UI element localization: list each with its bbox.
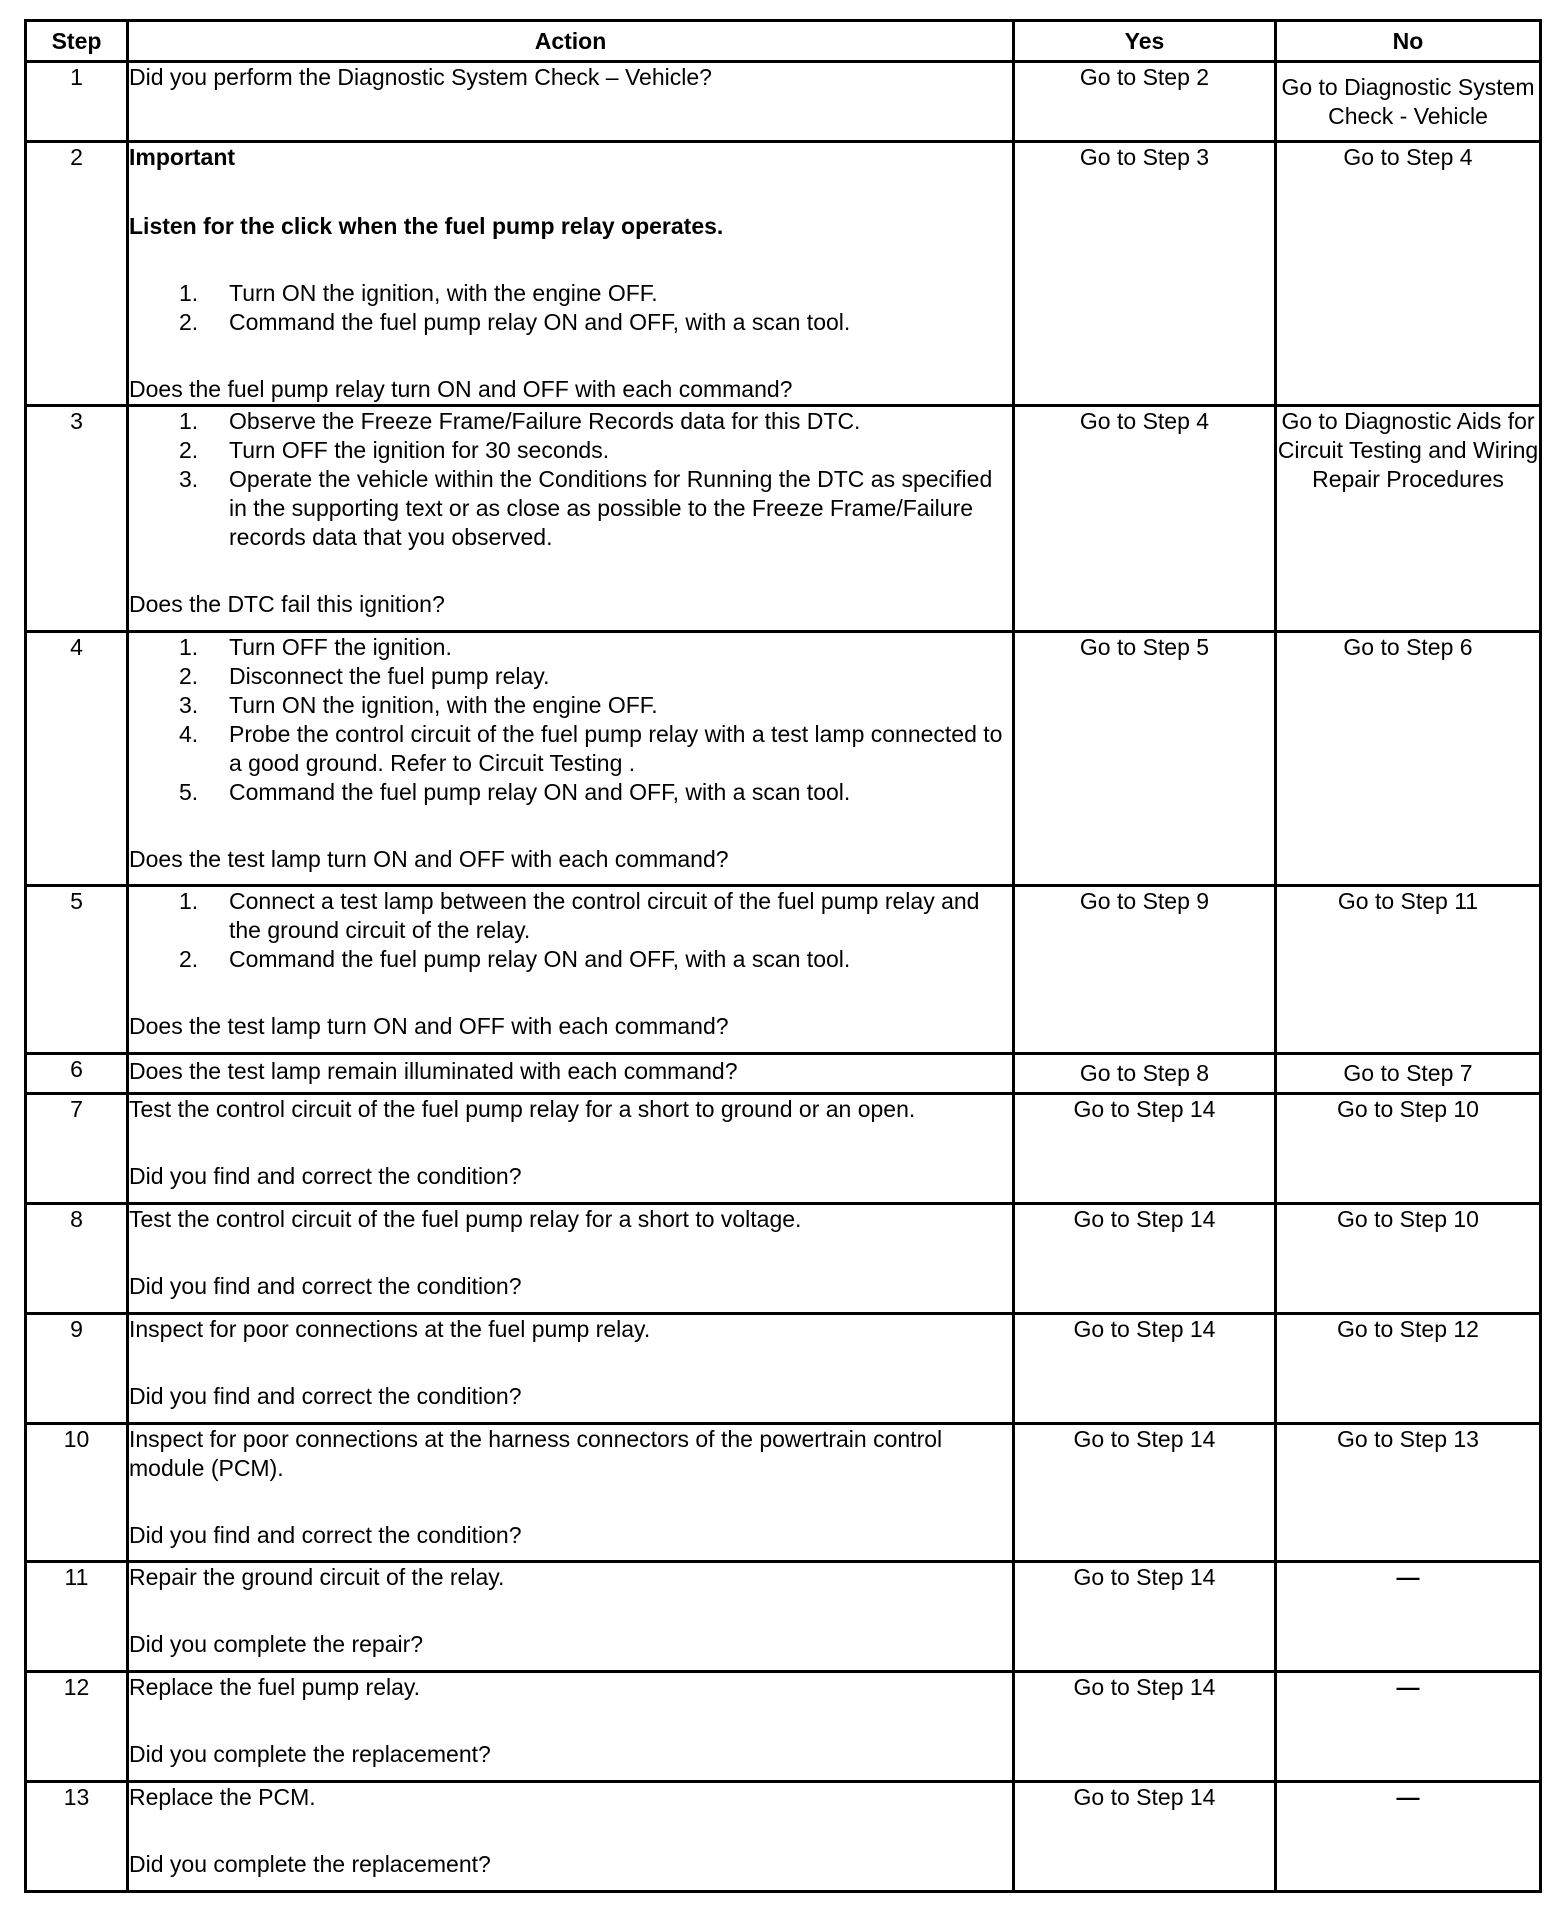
table-row bbox=[26, 1204, 1541, 1314]
header-action: Action bbox=[128, 21, 1014, 62]
step-number: 1 bbox=[26, 62, 128, 142]
step-number: 5 bbox=[26, 886, 128, 1054]
instruction-text: Repair the ground circuit of the relay. bbox=[129, 1564, 505, 1590]
yes-cell: Go to Step 4 bbox=[1014, 406, 1276, 632]
yes-cell: Go to Step 14 bbox=[1014, 1204, 1276, 1314]
action-cell bbox=[128, 62, 1014, 142]
list-item: 2. Command the fuel pump relay ON and OFF, with a scan tool. bbox=[179, 309, 851, 335]
instruction-text: Test the control circuit of the fuel pump relay for a short to ground or an open. bbox=[129, 1096, 916, 1122]
question-text: Does the test lamp turn ON and OFF with each command? bbox=[129, 846, 729, 872]
list-item: 2. Turn OFF the ignition for 30 seconds. bbox=[179, 437, 610, 463]
step-number: 13 bbox=[26, 1782, 128, 1892]
instruction-text: Inspect for poor connections at the fuel pump relay. bbox=[129, 1316, 651, 1342]
action-cell bbox=[128, 1424, 1014, 1562]
action-cell bbox=[128, 1204, 1014, 1314]
no-cell: Go to Step 10 bbox=[1276, 1094, 1541, 1204]
no-cell: Go to Diagnostic Aids for Circuit Testing and Wiring Repair Procedures bbox=[1276, 406, 1541, 632]
instruction-list bbox=[129, 407, 1012, 552]
table-row bbox=[26, 1054, 1541, 1094]
instruction-text: Test the control circuit of the fuel pump relay for a short to voltage. bbox=[129, 1206, 802, 1232]
no-cell: Go to Step 13 bbox=[1276, 1424, 1541, 1562]
table-row bbox=[26, 1424, 1541, 1562]
no-cell: Go to Step 11 bbox=[1276, 886, 1541, 1054]
list-item: 2. Disconnect the fuel pump relay. bbox=[179, 663, 550, 689]
list-item: 1. Observe the Freeze Frame/Failure Records data for this DTC. bbox=[179, 408, 861, 434]
yes-cell: Go to Step 14 bbox=[1014, 1562, 1276, 1672]
question-text: Did you perform the Diagnostic System Check – Vehicle? bbox=[129, 64, 712, 90]
yes-cell: Go to Step 5 bbox=[1014, 632, 1276, 886]
table-row bbox=[26, 1672, 1541, 1782]
no-cell: Go to Step 4 bbox=[1276, 142, 1541, 406]
important-note: Listen for the click when the fuel pump relay operates. bbox=[129, 213, 724, 239]
instruction-list bbox=[129, 633, 1012, 807]
action-cell bbox=[128, 142, 1014, 406]
question-text: Does the test lamp turn ON and OFF with each command? bbox=[129, 1013, 729, 1039]
question-text: Does the DTC fail this ignition? bbox=[129, 591, 445, 617]
important-title: Important bbox=[129, 144, 236, 170]
question-text: Did you find and correct the condition? bbox=[129, 1383, 522, 1409]
action-cell bbox=[128, 406, 1014, 632]
action-cell bbox=[128, 1094, 1014, 1204]
question-text: Did you complete the repair? bbox=[129, 1631, 424, 1657]
list-item: 4. Probe the control circuit of the fuel pump relay with a test lamp connected to a good ground. Refer to Circuit Testing . bbox=[179, 721, 1003, 776]
no-cell: Go to Diagnostic System Check - Vehicle bbox=[1276, 62, 1541, 142]
question-text: Did you complete the replacement? bbox=[129, 1851, 491, 1877]
table-row bbox=[26, 142, 1541, 406]
list-item: 3. Turn ON the ignition, with the engine OFF. bbox=[179, 692, 658, 718]
no-cell: — bbox=[1276, 1562, 1541, 1672]
question-text: Did you find and correct the condition? bbox=[129, 1163, 522, 1189]
yes-cell: Go to Step 14 bbox=[1014, 1782, 1276, 1892]
table-row bbox=[26, 1094, 1541, 1204]
step-number: 4 bbox=[26, 632, 128, 886]
yes-cell: Go to Step 14 bbox=[1014, 1094, 1276, 1204]
list-item: 5. Command the fuel pump relay ON and OFF, with a scan tool. bbox=[179, 779, 851, 805]
action-cell bbox=[128, 1562, 1014, 1672]
question-text: Did you complete the replacement? bbox=[129, 1741, 491, 1767]
action-cell bbox=[128, 1314, 1014, 1424]
list-item: 1. Turn ON the ignition, with the engine OFF. bbox=[179, 280, 658, 306]
no-cell: Go to Step 7 bbox=[1276, 1054, 1541, 1094]
step-number: 8 bbox=[26, 1204, 128, 1314]
table-row bbox=[26, 1782, 1541, 1892]
instruction-text: Replace the PCM. bbox=[129, 1784, 316, 1810]
no-cell: — bbox=[1276, 1672, 1541, 1782]
list-item: 2. Command the fuel pump relay ON and OFF, with a scan tool. bbox=[179, 946, 851, 972]
table-row bbox=[26, 1314, 1541, 1424]
instruction-list bbox=[129, 279, 1012, 337]
step-number: 6 bbox=[26, 1054, 128, 1094]
header-step: Step bbox=[26, 21, 128, 62]
table-row bbox=[26, 406, 1541, 632]
step-number: 9 bbox=[26, 1314, 128, 1424]
yes-cell: Go to Step 14 bbox=[1014, 1672, 1276, 1782]
step-number: 12 bbox=[26, 1672, 128, 1782]
table-header-row bbox=[26, 21, 1541, 62]
step-number: 3 bbox=[26, 406, 128, 632]
question-text: Did you find and correct the condition? bbox=[129, 1273, 522, 1299]
instruction-text: Inspect for poor connections at the harness connectors of the powertrain control module (PCM). bbox=[129, 1426, 943, 1481]
step-number: 11 bbox=[26, 1562, 128, 1672]
no-cell: Go to Step 10 bbox=[1276, 1204, 1541, 1314]
diagnostic-page bbox=[24, 19, 1539, 1893]
no-cell: — bbox=[1276, 1782, 1541, 1892]
step-number: 7 bbox=[26, 1094, 128, 1204]
instruction-list bbox=[129, 887, 1012, 974]
table-row bbox=[26, 886, 1541, 1054]
step-number: 2 bbox=[26, 142, 128, 406]
question-text: Does the test lamp remain illuminated with each command? bbox=[129, 1058, 738, 1084]
action-cell bbox=[128, 1054, 1014, 1094]
action-cell bbox=[128, 632, 1014, 886]
question-text: Does the fuel pump relay turn ON and OFF with each command? bbox=[129, 376, 793, 402]
yes-cell: Go to Step 9 bbox=[1014, 886, 1276, 1054]
list-item: 1. Turn OFF the ignition. bbox=[179, 634, 452, 660]
question-text: Did you find and correct the condition? bbox=[129, 1522, 522, 1548]
yes-cell: Go to Step 2 bbox=[1014, 62, 1276, 142]
no-cell: Go to Step 6 bbox=[1276, 632, 1541, 886]
header-no: No bbox=[1276, 21, 1541, 62]
table-row bbox=[26, 1562, 1541, 1672]
diagnostic-table bbox=[24, 19, 1542, 1893]
yes-cell: Go to Step 3 bbox=[1014, 142, 1276, 406]
header-yes: Yes bbox=[1014, 21, 1276, 62]
yes-cell: Go to Step 14 bbox=[1014, 1424, 1276, 1562]
no-cell: Go to Step 12 bbox=[1276, 1314, 1541, 1424]
yes-cell: Go to Step 14 bbox=[1014, 1314, 1276, 1424]
table-row bbox=[26, 62, 1541, 142]
action-cell bbox=[128, 1782, 1014, 1892]
instruction-text: Replace the fuel pump relay. bbox=[129, 1674, 421, 1700]
list-item: 1. Connect a test lamp between the control circuit of the fuel pump relay and the ground circuit of the relay. bbox=[179, 888, 980, 943]
table-row bbox=[26, 632, 1541, 886]
yes-cell: Go to Step 8 bbox=[1014, 1054, 1276, 1094]
action-cell bbox=[128, 886, 1014, 1054]
action-cell bbox=[128, 1672, 1014, 1782]
list-item: 3. Operate the vehicle within the Conditions for Running the DTC as specified in the supporting text or as close as possible to the Freeze Frame/Failure records data that you observed. bbox=[179, 466, 993, 550]
step-number: 10 bbox=[26, 1424, 128, 1562]
